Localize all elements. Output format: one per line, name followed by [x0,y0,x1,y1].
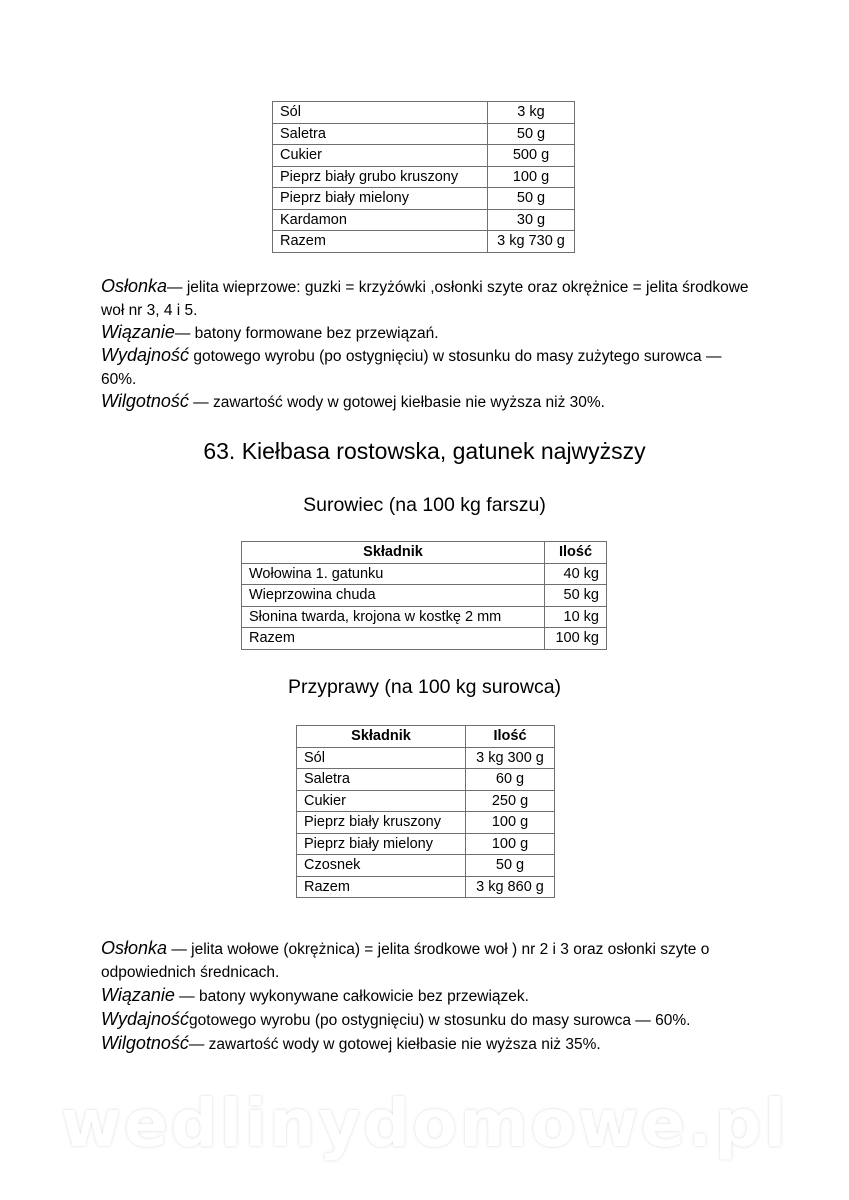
ingredient-cell: Czosnek [297,855,466,877]
table-row [242,585,607,607]
table-row [297,769,555,791]
note-text: — batony wykonywane całkowicie bez przewiązek. [174,988,529,1005]
table-row [297,876,555,898]
spices-table [296,725,555,898]
column-header-ingredient: Składnik [242,542,545,564]
amount-cell: 100 g [488,166,575,188]
amount-cell: 100 g [466,833,555,855]
spices-table-body [297,747,555,898]
table-row [297,833,555,855]
amount-cell: 3 kg 860 g [466,876,555,898]
raw-material-table-head [242,542,607,564]
table-row [297,747,555,769]
note-text: — jelita wołowe (okrężnica) = jelita środkowe woł ) nr 2 i 3 oraz osłonki szyte o odpowiednich średnicach. [101,941,710,981]
ingredient-cell: Razem [273,231,488,253]
table-header-row [297,726,555,748]
spice-table-previous [272,101,575,253]
ingredient-cell: Pieprz biały mielony [297,833,466,855]
table-row [242,628,607,650]
note-wydajnosc-1 [101,344,751,391]
note-label: Wilgotność [101,391,189,411]
table-row [242,563,607,585]
amount-cell: 250 g [466,790,555,812]
amount-cell: 500 g [488,145,575,167]
ingredient-cell: Wieprzowina chuda [242,585,545,607]
amount-cell: 50 g [488,123,575,145]
note-label: Wiązanie [101,322,175,342]
ingredient-cell: Sól [273,102,488,124]
amount-cell: 60 g [466,769,555,791]
note-text: — zawartość wody w gotowej kiełbasie nie wyższa niż 30%. [188,394,605,411]
table-header-row [242,542,607,564]
spice-table-previous-body [273,102,575,253]
ingredient-cell: Cukier [273,145,488,167]
note-text: — jelita wieprzowe: guzki = krzyżówki ,osłonki szyte oraz okrężnice = jelita środkowe woł nr 3, 4 i 5. [101,279,749,319]
ingredient-cell: Cukier [297,790,466,812]
raw-material-table-body [242,563,607,649]
spices-heading: Przyprawy (na 100 kg surowca) [287,676,562,698]
note-text: — zawartość wody w gotowej kiełbasie nie wyższa niż 35%. [188,1036,601,1053]
ingredient-cell: Saletra [273,123,488,145]
column-header-amount: Ilość [466,726,555,748]
recipe-title: 63. Kiełbasa rostowska, gatunek najwyższy [203,438,646,464]
note-oslonka-1 [101,275,751,322]
amount-cell: 3 kg [488,102,575,124]
note-text: — batony formowane bez przewiązań. [174,325,439,342]
amount-cell: 40 kg [545,563,607,585]
note-text: gotowego wyrobu (po ostygnięciu) w stosunku do masy zużytego surowca — 60%. [101,348,722,388]
table-row [297,855,555,877]
note-label: Osłonka [101,938,168,958]
note-label: Wilgotność [101,1033,189,1053]
note-wilgotnosc-2 [101,1032,751,1056]
ingredient-cell: Wołowina 1. gatunku [242,563,545,585]
table-row [273,209,575,231]
note-label: Wydajność [101,1009,190,1029]
raw-material-heading: Surowiec (na 100 kg farszu) [303,494,546,516]
note-label: Osłonka [101,276,168,296]
table-row [297,812,555,834]
amount-cell: 100 kg [545,628,607,650]
spices-table-head [297,726,555,748]
table-row [297,790,555,812]
watermark: wedlinydomowe.pl [60,1085,789,1162]
table-row [273,188,575,210]
ingredient-cell: Pieprz biały grubo kruszony [273,166,488,188]
ingredient-cell: Razem [242,628,545,650]
ingredient-cell: Saletra [297,769,466,791]
table-row [242,606,607,628]
amount-cell: 3 kg 730 g [488,231,575,253]
note-label: Wydajność [101,345,190,365]
table-row [273,102,575,124]
amount-cell: 50 g [488,188,575,210]
note-wiazanie-2 [101,984,751,1008]
amount-cell: 50 g [466,855,555,877]
table-row [273,231,575,253]
ingredient-cell: Pieprz biały mielony [273,188,488,210]
note-text: gotowego wyrobu (po ostygnięciu) w stosunku do masy surowca — 60%. [189,1012,691,1029]
note-wydajnosc-2 [101,1008,751,1032]
table-row [273,123,575,145]
amount-cell: 50 kg [545,585,607,607]
ingredient-cell: Pieprz biały kruszony [297,812,466,834]
table-row [273,145,575,167]
column-header-ingredient: Składnik [297,726,466,748]
ingredient-cell: Kardamon [273,209,488,231]
ingredient-cell: Słonina twarda, krojona w kostkę 2 mm [242,606,545,628]
amount-cell: 100 g [466,812,555,834]
note-wilgotnosc-1 [101,390,751,414]
raw-material-table [241,541,607,650]
note-label: Wiązanie [101,985,175,1005]
ingredient-cell: Razem [297,876,466,898]
amount-cell: 10 kg [545,606,607,628]
amount-cell: 30 g [488,209,575,231]
table-row [273,166,575,188]
note-oslonka-2 [101,937,751,984]
amount-cell: 3 kg 300 g [466,747,555,769]
ingredient-cell: Sól [297,747,466,769]
note-wiazanie-1 [101,321,751,345]
column-header-amount: Ilość [545,542,607,564]
